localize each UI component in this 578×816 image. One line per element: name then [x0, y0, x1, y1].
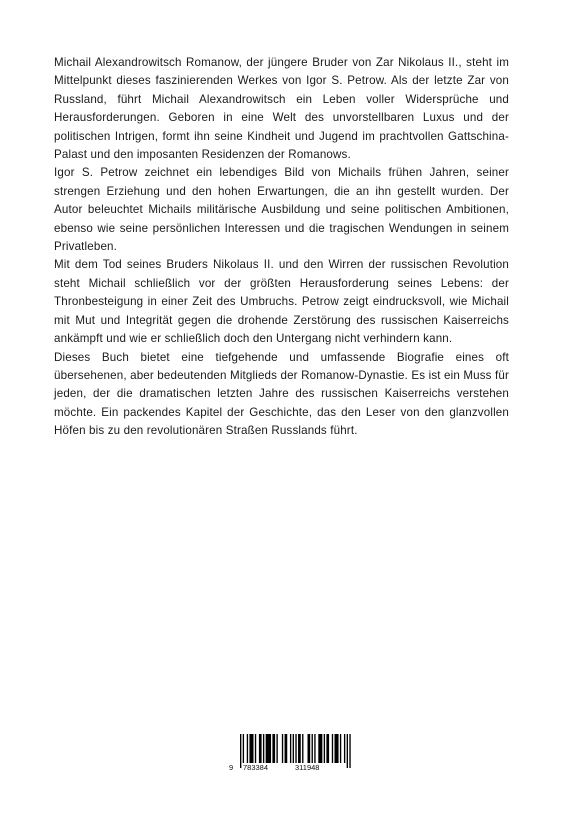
barcode-bar	[302, 734, 303, 763]
barcode-bar	[247, 734, 248, 763]
description-paragraph: Igor S. Petrow zeichnet ein lebendiges Bild von Michails frühen Jahren, seiner strengen Erziehung und den hohen Erwartungen, die an ihn gestellt wurden. Der Autor beleuchtet Michails militärische Ausbildung und seine politischen Ambitionen, ebenso wie seine persönlichen Interessen und die tragischen Wendungen in seinem Privatleben.	[54, 166, 509, 254]
barcode-right-group: 311948	[295, 763, 320, 772]
barcode-lead-digit: 9	[229, 763, 234, 772]
barcode-bar	[312, 734, 313, 763]
barcode-bar	[285, 734, 288, 763]
barcode-bar	[282, 734, 283, 763]
barcode-bar	[255, 734, 256, 763]
barcode-bar	[335, 734, 339, 763]
description-paragraph: Mit dem Tod seines Bruders Nikolaus II. und den Wirren der russischen Revolution steht Michail schließlich vor der größten Herausforderung seines Lebens: der Thronbesteigung in einer Zeit des Umbruchs. Petrow zeigt eindrucksvoll, wie Michail mit Mut und Integrität gegen die drohende Zerstörung des russischen Kaiserreichs ankämpft und wie er schließlich doch den Untergang nicht verhindern kann.	[54, 258, 509, 346]
barcode-bar	[293, 734, 294, 763]
barcode-bar	[272, 734, 275, 763]
barcode-bar	[340, 734, 341, 763]
barcode-bar	[249, 734, 253, 763]
barcode-bar	[314, 734, 315, 763]
barcode-bar	[308, 734, 311, 763]
isbn-barcode	[228, 734, 352, 772]
barcode-bar	[263, 734, 264, 763]
barcode-bar	[318, 734, 322, 763]
barcode-bar	[324, 734, 325, 763]
barcode-bar	[344, 734, 345, 763]
barcode-bar	[259, 734, 262, 763]
barcode-bar	[290, 734, 291, 763]
barcode-digits	[228, 763, 352, 773]
barcode-left-group: 783384	[243, 763, 269, 772]
barcode-bar	[326, 734, 329, 763]
barcode-bar	[266, 734, 271, 763]
barcode-bar	[332, 734, 333, 763]
barcode-bar	[276, 734, 277, 763]
description-paragraph: Dieses Buch bietet eine tiefgehende und umfassende Biografie eines oft übersehenen, aber bedeutenden Mitglieds der Romanow-Dynastie. Es ist ein Muss für jeden, der die dramatischen letzten Jahre des russischen Kaiserreichs verstehen möchte. Ein packendes Kapitel der Geschichte, das den Leser von den glanzvollen Höfen bis zu den revolutionären Straßen Russlands führt.	[54, 350, 509, 438]
book-description	[54, 54, 509, 441]
description-paragraph: Michail Alexandrowitsch Romanow, der jüngere Bruder von Zar Nikolaus II., steht im Mittelpunkt dieses faszinierenden Werkes von Igor S. Petrow. Als der letzte Zar von Russland, führt Michail Alexandrowitsch ein Leben voller Widersprüche und Herausforderungen. Geboren in eine Welt des unvorstellbaren Luxus und der politischen Intrigen, formt ihn seine Kindheit und Jugend im prachtvollen Gattschina-Palast und den imposanten Residenzen der Romanows.	[54, 56, 509, 162]
